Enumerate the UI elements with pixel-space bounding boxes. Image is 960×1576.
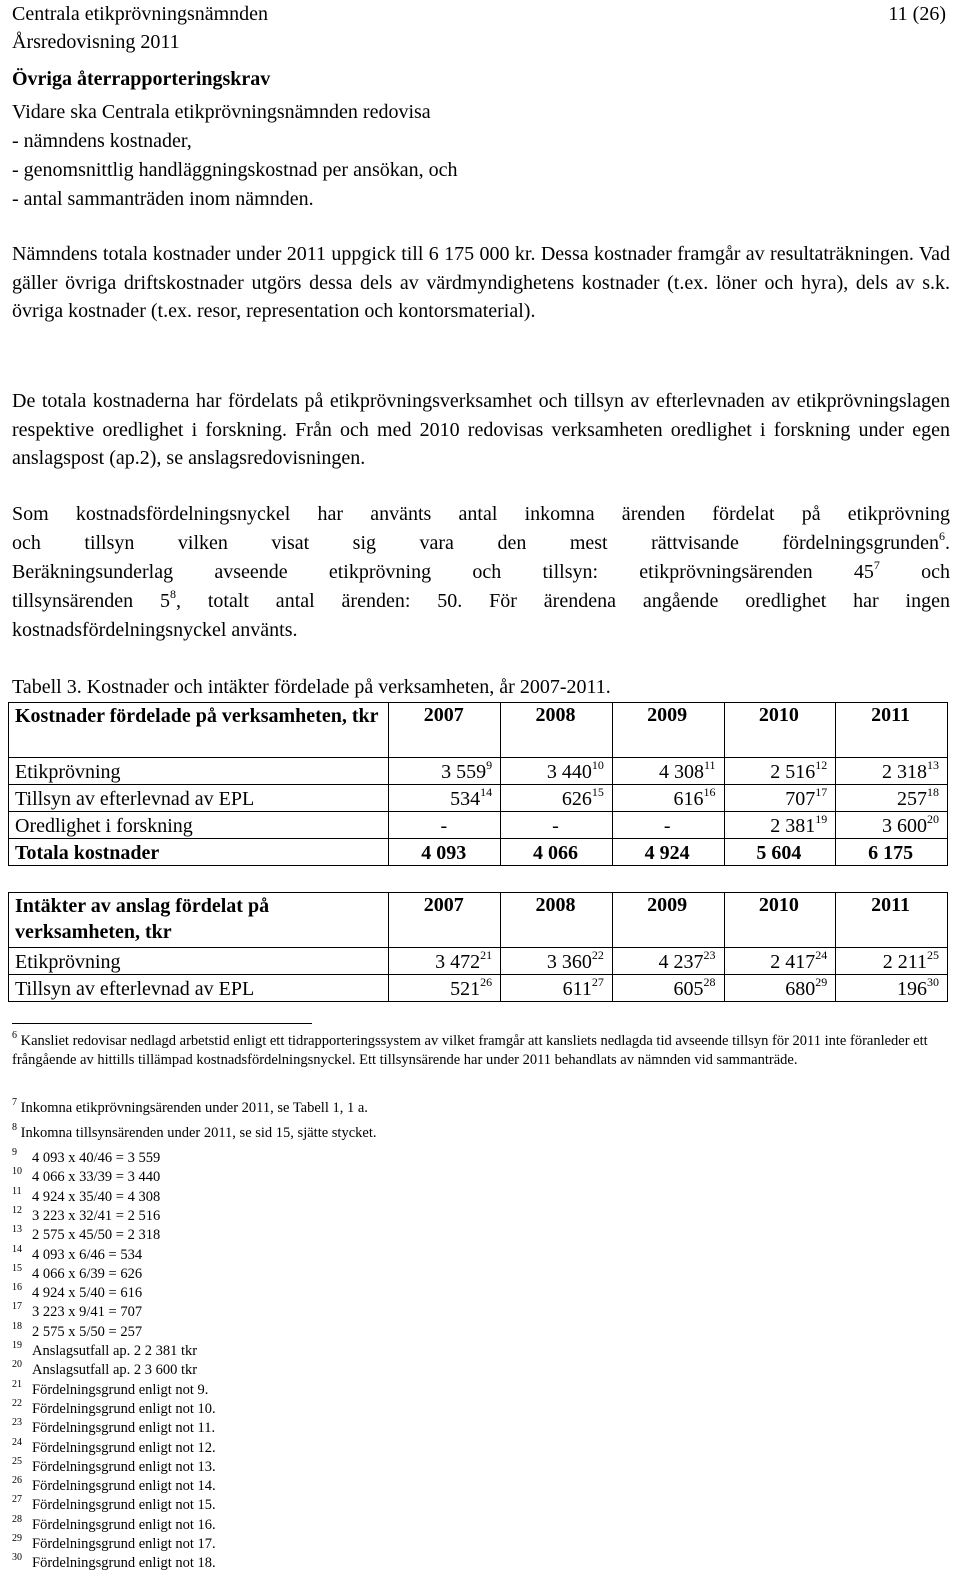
footnote: 9 4 093 x 40/46 = 3 559 <box>12 1147 161 1166</box>
row-label: Oredlighet i forskning <box>9 812 389 839</box>
table-header-year: 2009 <box>612 893 724 948</box>
section-intro: Vidare ska Centrala etikprövningsnämnden redovisa <box>12 101 431 123</box>
footnote-separator <box>12 1023 312 1024</box>
row-label: Tillsyn av efterlevnad av EPL <box>9 785 389 812</box>
footnote: 16 4 924 x 5/40 = 616 <box>12 1282 143 1302</box>
table-header-label: Kostnader fördelade på verksamheten, tkr <box>9 703 389 758</box>
footnote-ref: 29 <box>815 975 828 989</box>
table-cell: 4 $308^{11}$ <box>612 758 724 785</box>
footnote: 22 Fördelningsgrund enligt not 10. <box>12 1397 216 1417</box>
table-row-total <box>9 839 948 866</box>
footnote-text: 4 924 x 35/40 = 4 308 <box>32 1188 161 1205</box>
table-cell: $707^{17}$ <box>724 785 836 812</box>
table-cell: 4 066 <box>501 839 613 866</box>
footnote-text: 3 223 x 32/41 = 2 516 <box>32 1207 161 1224</box>
paragraph-costs: Nämndens totala kostnader under 2011 uppgick till 6 175 000 kr. Dessa kostnader framgår av resultaträkningen. Vad gäller övriga driftskostnader utgörs dessa dels av värdmyndighetens kostnader (t.ex. löner och hyra), dels av s.k. övriga kostnader (t.ex. resor, representation och kontorsmaterial). <box>12 243 950 322</box>
footnote-text: Fördelningsgrund enligt not 14. <box>32 1478 216 1495</box>
table-cell: 4 093 <box>389 839 501 866</box>
footnote-ref: 26 <box>480 975 493 989</box>
header-org: Centrala etikprövningsnämnden <box>12 3 269 25</box>
footnote-ref: 16 <box>703 785 716 799</box>
table-cell: $605^{28}$ <box>612 975 724 1002</box>
table-caption: Tabell 3. Kostnader och intäkter fördelade på verksamheten, år 2007-2011. <box>12 676 611 698</box>
row-label: Tillsyn av efterlevnad av EPL <box>9 975 389 1002</box>
table-row <box>9 975 948 1002</box>
footnote-ref: 17 <box>815 785 828 799</box>
table-header-year: 2010 <box>724 703 836 758</box>
table-cell: $534^{14}$ <box>389 785 501 812</box>
costs-table <box>8 702 948 866</box>
footnote-ref: 12 <box>815 758 828 772</box>
paragraph-key-line: kostnadsfördelningsnyckel använts. <box>12 619 298 641</box>
footnote: 21 Fördelningsgrund enligt not 9. <box>12 1378 209 1398</box>
footnote-ref: 27 <box>591 975 604 989</box>
table-cell: - <box>389 812 501 839</box>
table-cell: $626^{15}$ <box>501 785 613 812</box>
row-label: Etikprövning <box>9 758 389 785</box>
footnote-text: 4 066 x 6/39 = 626 <box>32 1265 143 1282</box>
paragraph-key-line: Som kostnadsfördelningsnyckel har använts antal inkomna ärenden fördelat på etikprövning <box>12 503 950 525</box>
table-cell: 3 $360^{22}$ <box>501 948 613 975</box>
bullet-item: - genomsnittlig handläggningskostnad per ansökan, och <box>12 159 458 181</box>
footnote: 12 3 223 x 32/41 = 2 516 <box>12 1204 161 1224</box>
table-cell: 2 $516^{12}$ <box>724 758 836 785</box>
footnote-ref: 20 <box>927 812 939 826</box>
footnote-ref: 18 <box>927 785 939 799</box>
footnote-ref: 23 <box>703 948 716 962</box>
footnote-text: Fördelningsgrund enligt not 17. <box>32 1536 216 1552</box>
table-cell: - <box>501 812 613 839</box>
table-cell: 3 $440^{10}$ <box>501 758 613 785</box>
footnote-ref: 28 <box>703 975 716 989</box>
footnote-number: 7 <box>12 1097 17 1108</box>
footnote-text: Fördelningsgrund enligt not 11. <box>32 1420 216 1437</box>
table-cell: 6 175 <box>836 839 948 866</box>
table-header-year: 2007 <box>389 893 501 948</box>
table-cell: 2 $381^{19}$ <box>724 812 836 839</box>
table-header-year: 2011 <box>836 703 948 758</box>
footnote-text: Fördelningsgrund enligt not 9. <box>32 1381 209 1398</box>
footnote-number: 8 <box>12 1122 17 1133</box>
footnote: 19 Anslagsutfall ap. 2 2 381 tkr <box>12 1340 198 1359</box>
table-header-label: Intäkter av anslag fördelat på verksamheten, tkr <box>9 893 389 948</box>
page-number: 11 (26) <box>888 3 946 25</box>
footnote-text: Anslagsutfall ap. 2 2 381 tkr <box>32 1343 198 1359</box>
footnote-number: 6 <box>12 1030 17 1041</box>
footnote-text: Fördelningsgrund enligt not 18. <box>32 1555 216 1572</box>
table-header-year: 2008 <box>501 893 613 948</box>
footnote: 14 4 093 x 6/46 = 534 <box>12 1243 143 1263</box>
section-title: Övriga återrapporteringskrav <box>12 68 271 90</box>
header-report: Årsredovisning 2011 <box>12 31 180 53</box>
footnote-text: 3 223 x 9/41 = 707 <box>32 1304 143 1321</box>
table-cell: $257^{18}$ <box>836 785 948 812</box>
footnote-ref: 30 <box>927 975 939 989</box>
footnote-ref: 25 <box>927 948 939 962</box>
income-table <box>8 892 948 1002</box>
footnote-text: Anslagsutfall ap. 2 3 600 tkr <box>32 1362 198 1379</box>
table-row <box>9 758 948 785</box>
table-cell: 4 $237^{23}$ <box>612 948 724 975</box>
footnote-text: 2 575 x 5/50 = 257 <box>32 1323 143 1340</box>
footnote-text: 4 066 x 33/39 = 3 440 <box>32 1169 161 1186</box>
footnote-text: Fördelningsgrund enligt not 15. <box>32 1497 216 1514</box>
footnote: 18 2 575 x 5/50 = 257 <box>12 1320 143 1340</box>
table-cell: 3 $472^{21}$ <box>389 948 501 975</box>
footnote: 28 Fördelningsgrund enligt not 16. <box>12 1513 216 1533</box>
bullet-item: - nämndens kostnader, <box>12 130 192 152</box>
footnote-text: Fördelningsgrund enligt not 10. <box>32 1400 216 1417</box>
paragraph-key-line: och tillsyn vilken visat sig vara den mest rättvisande fördelningsgrunden$^6$. <box>12 529 950 554</box>
footnote: 26 Fördelningsgrund enligt not 14. <box>12 1475 216 1495</box>
table-row <box>9 812 948 839</box>
footnote-text: Inkomna tillsynsärenden under 2011, se sid 15, sjätte stycket. <box>20 1125 377 1141</box>
paragraph-key-line: tillsynsärenden $5^8$, totalt antal ärenden: 50. För ärendena angående oredlighet har ingen <box>12 587 950 612</box>
footnote-ref: 22 <box>591 948 604 962</box>
footnote: 13 2 575 x 45/50 = 2 318 <box>12 1224 161 1244</box>
paragraph-allocation: De totala kostnaderna har fördelats på etikprövningsverksamhet och tillsyn av efterlevnaden av etikprövningslagen respektive oredlighet i forskning. Från och med 2010 redovisas verksamheten oredlighet i forskning under egen anslagspost (ap.2), se anslagsredovisningen. <box>12 390 950 469</box>
table-header-year: 2010 <box>724 893 836 948</box>
footnote-text: 4 093 x 40/46 = 3 559 <box>32 1150 161 1166</box>
footnote: 17 3 223 x 9/41 = 707 <box>12 1301 143 1321</box>
table-cell: $616^{16}$ <box>612 785 724 812</box>
footnote: 23 Fördelningsgrund enligt not 11. <box>12 1417 216 1437</box>
table-row <box>9 785 948 812</box>
table-header-year: 2011 <box>836 893 948 948</box>
footnote: 11 4 924 x 35/40 = 4 308 <box>12 1185 161 1205</box>
footnote: 24 Fördelningsgrund enligt not 12. <box>12 1436 216 1456</box>
footnote <box>12 1099 942 1118</box>
footnote-ref: 11 <box>703 758 716 772</box>
footnote-text: 4 924 x 5/40 = 616 <box>32 1285 143 1302</box>
footnote-ref: 14 <box>480 785 493 799</box>
footnote-ref: 21 <box>480 948 493 962</box>
footnote-text: Inkomna etikprövningsärenden under 2011, se Tabell 1, 1 a. <box>20 1100 368 1116</box>
footnote <box>12 1032 942 1070</box>
footnote: 20 Anslagsutfall ap. 2 3 600 tkr <box>12 1359 198 1379</box>
footnote-ref: 15 <box>591 785 604 799</box>
footnote-ref: 19 <box>815 812 828 826</box>
footnote <box>12 1124 942 1143</box>
table-cell: 3 $559^9$ <box>389 758 501 785</box>
table-cell: 2 $417^{24}$ <box>724 948 836 975</box>
table-cell: $196^{30}$ <box>836 975 948 1002</box>
footnote-ref: 10 <box>591 758 604 772</box>
footnote-text: 4 093 x 6/46 = 534 <box>32 1246 143 1263</box>
table-cell: 5 604 <box>724 839 836 866</box>
footnote-ref: 13 <box>927 758 939 772</box>
footnote-ref: 24 <box>815 948 828 962</box>
footnote: 30 Fördelningsgrund enligt not 18. <box>12 1552 216 1572</box>
footnote-text: Kansliet redovisar nedlagd arbetstid enligt ett tidrapporteringssystem av vilket framgår att kansliets nedlagda tid avseende tillsyn för 2011 inte föranleder ett frångående av hittills tillämpad kostnadsfördelningsnyckel. Ett tillsynsärende har under 2011 behandlats av nämnden vid sammanträde. <box>12 1033 928 1068</box>
table-cell: 2 $318^{13}$ <box>836 758 948 785</box>
footnote: 15 4 066 x 6/39 = 626 <box>12 1262 143 1282</box>
table-cell: - <box>612 812 724 839</box>
footnote-text: Fördelningsgrund enligt not 13. <box>32 1458 216 1475</box>
footnote: 27 Fördelningsgrund enligt not 15. <box>12 1494 216 1514</box>
table-cell: $680^{29}$ <box>724 975 836 1002</box>
table-row <box>9 948 948 975</box>
row-label: Totala kostnader <box>9 839 389 866</box>
row-label: Etikprövning <box>9 948 389 975</box>
footnote-text: Fördelningsgrund enligt not 16. <box>32 1516 216 1533</box>
paragraph-key-line: Beräkningsunderlag avseende etikprövning och tillsyn: etikprövningsärenden $45^7$ och <box>12 558 950 583</box>
table-cell: 4 924 <box>612 839 724 866</box>
footnote: 29 Fördelningsgrund enligt not 17. <box>12 1533 216 1552</box>
table-cell: 3 $600^{20}$ <box>836 812 948 839</box>
footnote-text: Fördelningsgrund enligt not 12. <box>32 1439 216 1456</box>
bullet-item: - antal sammanträden inom nämnden. <box>12 188 314 210</box>
footnote: 25 Fördelningsgrund enligt not 13. <box>12 1455 216 1475</box>
footnote-ref: 9 <box>486 758 493 772</box>
table-header-year: 2008 <box>501 703 613 758</box>
table-header-year: 2007 <box>389 703 501 758</box>
table-cell: $521^{26}$ <box>389 975 501 1002</box>
table-cell: $611^{27}$ <box>501 975 613 1002</box>
table-cell: 2 $211^{25}$ <box>836 948 948 975</box>
footnote: 10 4 066 x 33/39 = 3 440 <box>12 1166 161 1186</box>
table-header-year: 2009 <box>612 703 724 758</box>
footnote-text: 2 575 x 45/50 = 2 318 <box>32 1227 161 1244</box>
